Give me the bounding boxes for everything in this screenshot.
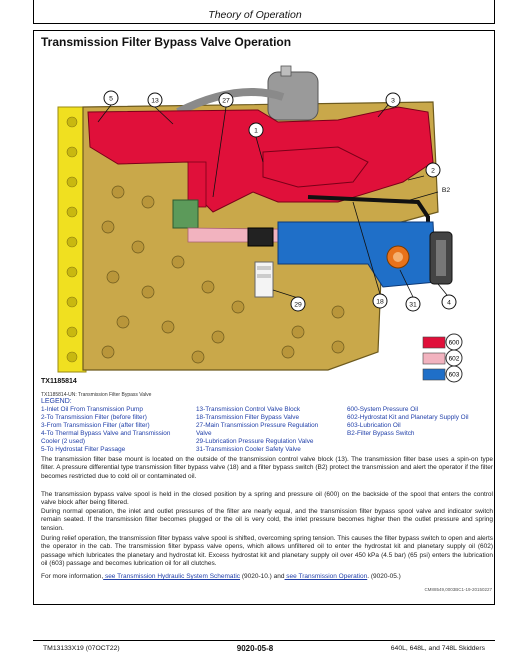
legend-item: 5-To Hydrostat Filter Passage xyxy=(41,446,126,453)
legend-item: 602-Hydrostat Kit and Planetary Supply Oil xyxy=(347,414,469,421)
footer-divider xyxy=(33,640,495,641)
callout-1: 1 xyxy=(254,127,258,135)
more-info-mid: (9020-10.) and xyxy=(240,573,285,580)
callout-4: 4 xyxy=(447,299,451,307)
callout-2: 2 xyxy=(431,167,435,175)
footer-page-number: 9020-05-8 xyxy=(236,644,274,653)
legend-column-1 xyxy=(41,406,196,454)
callout-29: 29 xyxy=(294,301,302,309)
paragraph-relief-operation: During relief operation, the transmission filter bypass valve spool is shifted, overcoming spring tension. This causes the filter bypass switch to open and alerts the operator in the cab. The transmission filter bypass valve opens, which allows unfiltered oil to enter the hydrostat kit and planetary supply oil (602) passage which lubricates the planetary and hydrostat kit. Excess hydrostat kit and planetary supply oil over 450 kPa (4.5 bar) (65 psi) enters the lubrication oil (603) passage and becomes lubrication oil for all clutches. xyxy=(41,535,493,567)
paragraph-more-information xyxy=(41,573,493,581)
paragraph-normal-operation: During normal operation, the inlet and outlet pressures of the filter are nearly equal, and the transmission filter bypass spool valve and indicator switch remain seated. If the transmission filter becomes plugged or the oil is very cold, the inlet pressure becomes higher then the outlet pressure and spring tension. xyxy=(41,508,493,532)
legend-item: 18-Transmission Filter Bypass Valve xyxy=(196,414,299,421)
legend-item: 2-To Transmission Filter (before filter) xyxy=(41,414,147,421)
legend-column-3 xyxy=(347,406,492,438)
callout-13: 13 xyxy=(151,97,159,105)
legend-item: 603-Lubrication Oil xyxy=(347,422,401,429)
paragraph-filter-base: The transmission filter base mount is located on the outside of the transmission control valve block (13). The transmission filter base uses a spin-on type filter. A pressure differential type transmission filter bypass valve (18) and a filter bypass switch (B2) protect the transmission and alert the operator if the filter becomes restricted due to cold oil or contaminated oil. xyxy=(41,456,493,480)
legend-item: 4-To Thermal Bypass Valve and Transmission xyxy=(41,430,171,437)
key-602-swatch xyxy=(423,353,445,364)
more-info-prefix: For more information, xyxy=(41,573,104,580)
document-code: CM88549,0003BC1-19-20150227 xyxy=(424,587,492,592)
key-603-label: 603 xyxy=(448,371,460,379)
key-603-swatch xyxy=(423,369,445,380)
legend-column-2 xyxy=(196,406,344,454)
link-hydraulic-schematic[interactable]: see Transmission Hydraulic System Schematic xyxy=(103,573,241,580)
legend-item: 13-Transmission Control Valve Block xyxy=(196,406,301,413)
legend-item: 29-Lubrication Pressure Regulation Valve xyxy=(196,438,314,445)
section-title: Transmission Filter Bypass Valve Operation xyxy=(41,35,292,49)
key-602-label: 602 xyxy=(448,355,460,363)
callout-31: 31 xyxy=(409,301,417,309)
link-transmission-operation[interactable]: see Transmission Operation xyxy=(284,573,368,580)
callout-27: 27 xyxy=(222,97,230,105)
legend-item: 3-From Transmission Filter (after filter) xyxy=(41,422,150,429)
callout-3: 3 xyxy=(391,97,395,105)
key-600-swatch xyxy=(423,337,445,348)
more-info-suffix: . (9020-05.) xyxy=(367,573,401,580)
legend-item: B2-Filter Bypass Switch xyxy=(347,430,415,437)
callout-b2: B2 xyxy=(441,187,451,194)
legend-item: 600-System Pressure Oil xyxy=(347,406,419,413)
callout-5: 5 xyxy=(109,95,113,103)
header-divider xyxy=(33,23,495,24)
legend-item: 1-Inlet Oil From Transmission Pump xyxy=(41,406,143,413)
figure-id: TX1185814 xyxy=(41,378,77,385)
footer-manual-id: TM13133X19 (07OCT22) xyxy=(43,645,120,652)
legend-item: Cooler (2 used) xyxy=(41,438,86,445)
legend-item: 31-Transmission Cooler Safety Valve xyxy=(196,446,301,453)
bypass-valve xyxy=(173,200,198,228)
legend-item: Valve xyxy=(196,430,212,437)
footer-model-list: 640L, 648L, and 748L Skidders xyxy=(390,645,485,652)
valve-block-illustration xyxy=(38,52,490,387)
paragraph-bypass-spool: The transmission bypass valve spool is held in the closed position by a spring and pressure oil (600) on the backside of the spool that enters the control valve block after being filtered. xyxy=(41,491,493,507)
page-header-title: Theory of Operation xyxy=(208,9,302,21)
key-600-label: 600 xyxy=(448,339,460,347)
legend-heading: LEGEND: xyxy=(41,398,72,405)
callout-18: 18 xyxy=(376,298,384,306)
figure-caption: TX1185814-UN: Transmission Filter Bypass Valve xyxy=(41,392,152,398)
legend-item: 27-Main Transmission Pressure Regulation xyxy=(196,422,319,429)
